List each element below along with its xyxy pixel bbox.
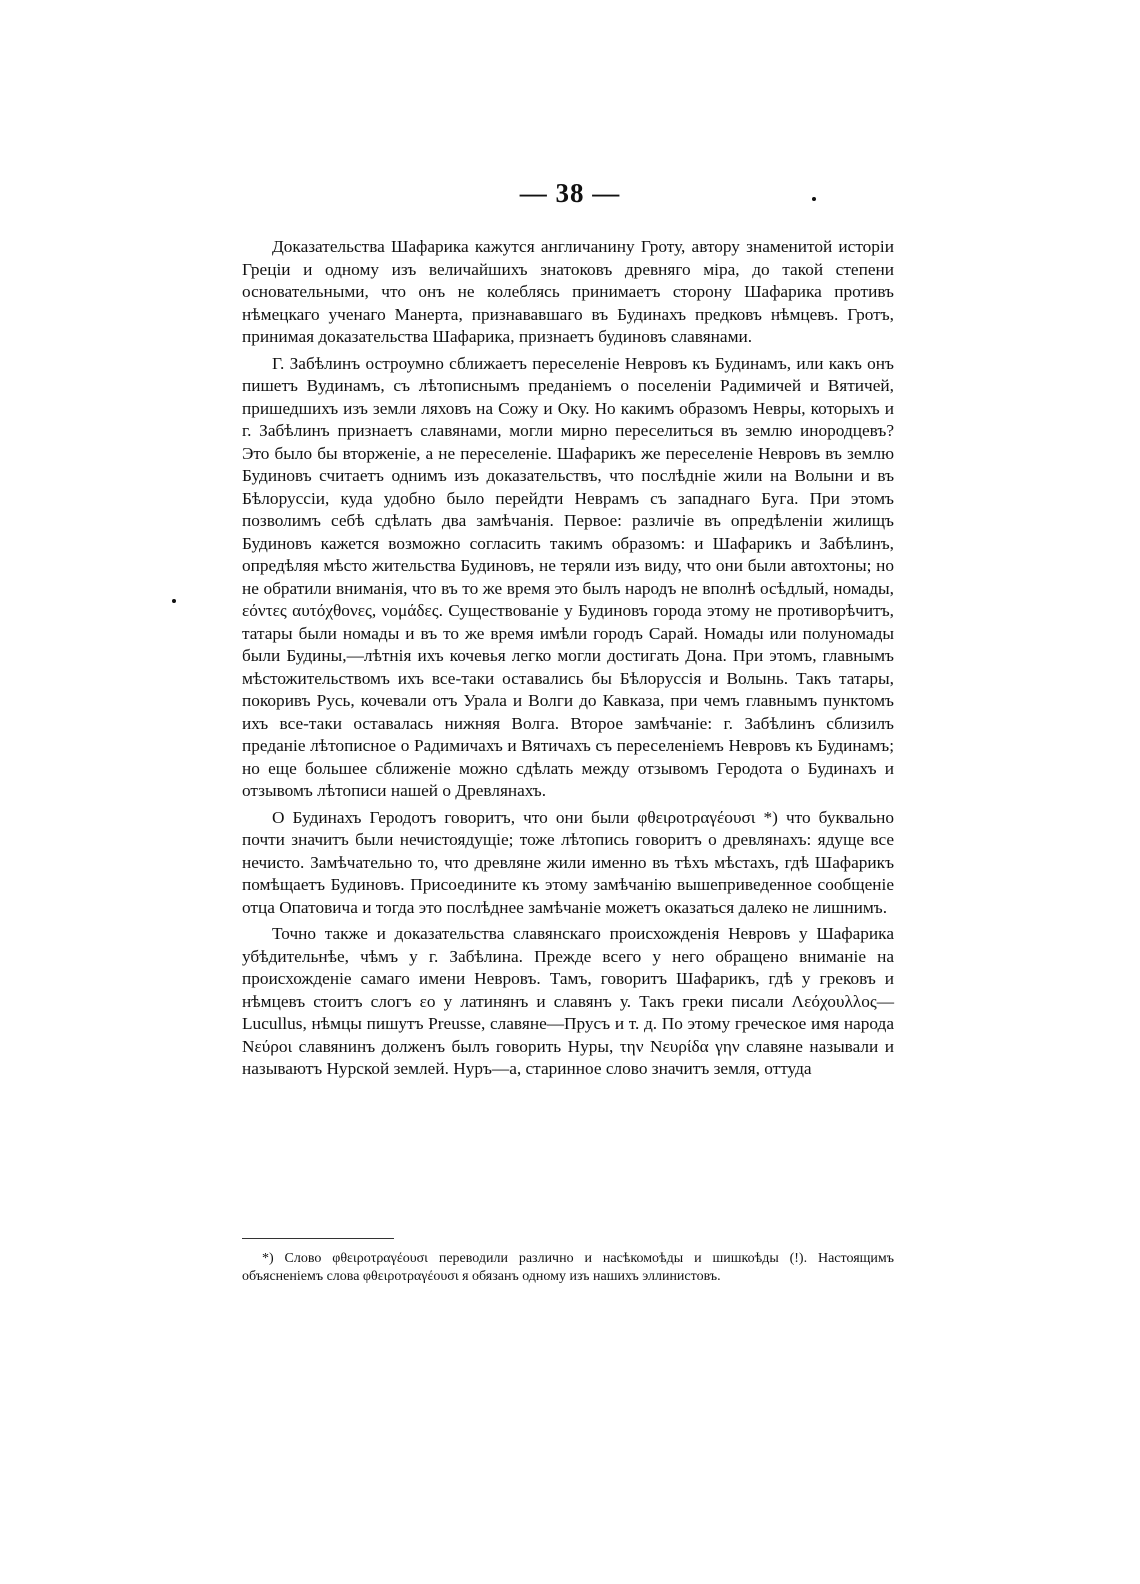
paragraph-1: Доказательства Шафарика кажутся англичанину Гроту, автору знаменитой исторіи Греціи и одному изъ величайшихъ знатоковъ древняго міра, до такой степени основательными, что онъ не колеблясь принимаетъ сторону Шафарика противъ нѣмецкаго ученаго Манерта, признававшаго въ Будинахъ предковъ нѣмцевъ. Гротъ, принимая доказательства Шафарика, признаетъ будиновъ славянами. — [242, 237, 894, 346]
paragraph-3: О Будинахъ Геродотъ говоритъ, что они были φθειροτραγέουσι *) что буквально почти значитъ были нечистоядущіе; тоже лѣтопись говоритъ о древлянахъ: ядуще все нечисто. Замѣчательно то, что древляне жили именно въ тѣхъ мѣстахъ, гдѣ Шафарикъ помѣщаетъ Будиновъ. Присоедините къ этому замѣчанію вышеприведенное сообщеніе отца Опатовича и тогда это послѣднее замѣчаніе можетъ оказаться далеко не лишнимъ. — [242, 807, 894, 917]
paragraph-2: Г. Забѣлинъ остроумно сближаетъ переселеніе Невровъ къ Будинамъ, или какъ онъ пишетъ Вудинамъ, съ лѣтописнымъ преданіемъ о поселеніи Радимичей и Вятичей, пришедшихъ изъ земли ляховъ на Сожу и Оку. Но какимъ образомъ Невры, которыхъ и г. Забѣлинъ признаетъ славянами, могли мирно переселиться въ землю инородцевъ? Это было бы вторженіе, а не переселеніе. Шафарикъ же переселеніе Невровъ въ землю Будиновъ считаетъ однимъ изъ доказательствъ, что послѣдніе жили на Волыни и въ Бѣлоруссіи, куда удобно было перейдти Неврамъ съ западнаго Буга. При этомъ позволимъ себѣ сдѣлать два замѣчанія. Первое: различіе въ опредѣленіи жилищъ Будиновъ кажется возможно согласить такимъ образомъ: и Шафарикъ и Забѣлинъ, опредѣляя мѣсто жительства Будиновъ, не теряли изъ виду, что они были автохтоны; но не обратили вниманія, что въ то же время это былъ народъ не вполнѣ осѣдлый, номады, εόντες αυτόχθονες, νομάδες. Существованіе у Будиновъ города этому не противорѣчитъ, татары были номады и въ то же время имѣли городъ Сарай. Номады или полуномады были Будины,—лѣтнія ихъ кочевья легко могли достигать Дона. При этомъ, главнымъ мѣстожительствомъ ихъ все-таки оставались бы Бѣлоруссія и Волынь. Такъ татары, покоривъ Русь, кочевали отъ Урала и Волги до Кавказа, при чемъ главнымъ пунктомъ ихъ все-таки оставалась нижняя Волга. Второе замѣчаніе: г. Забѣлинъ сблизилъ преданіе лѣтописное о Радимичахъ и Вятичахъ съ переселеніемъ Невровъ къ Будинамъ; но еще большее сближеніе можно сдѣлать между отзывомъ Геродота о Будинахъ и отзывомъ лѣтописи нашей о Древлянахъ. — [242, 353, 894, 800]
ink-speck — [812, 197, 816, 201]
footnote-divider — [242, 1238, 394, 1239]
paragraph-4: Точно также и доказательства славянскаго происхожденія Невровъ у Шафарика убѣдительнѣе, чѣмъ у г. Забѣлина. Прежде всего у него обращено вниманіе на происхожденіе самаго имени Невровъ. Тамъ, говоритъ Шафарикъ, гдѣ у грековъ и нѣмцевъ стоитъ слогъ εο у латинянъ и славянъ у. Такъ греки писали Λεόχουλλος—Lucullus, нѣмцы пишутъ Preusse, славяне—Прусъ и т. д. По этому греческое имя народа Νεύροι славянинъ долженъ былъ говорить Нуры, την Νευρίδα γην славяне называли и называютъ Нурской землей. Нуръ—а, старинное слово значитъ земля, оттуда — [242, 924, 894, 1078]
page-number: — 38 — — [519, 178, 621, 208]
footnote: *) Слово φθειροτραγέουσι переводили различно и насѣкомоѣды и шишкоѣды (!). Настоящимъ объясненіемъ слова φθειροτραγέουσι я обязанъ одному изъ нашихъ эллинистовъ. — [242, 1251, 894, 1284]
ink-speck — [172, 599, 176, 603]
main-text — [242, 236, 894, 1085]
